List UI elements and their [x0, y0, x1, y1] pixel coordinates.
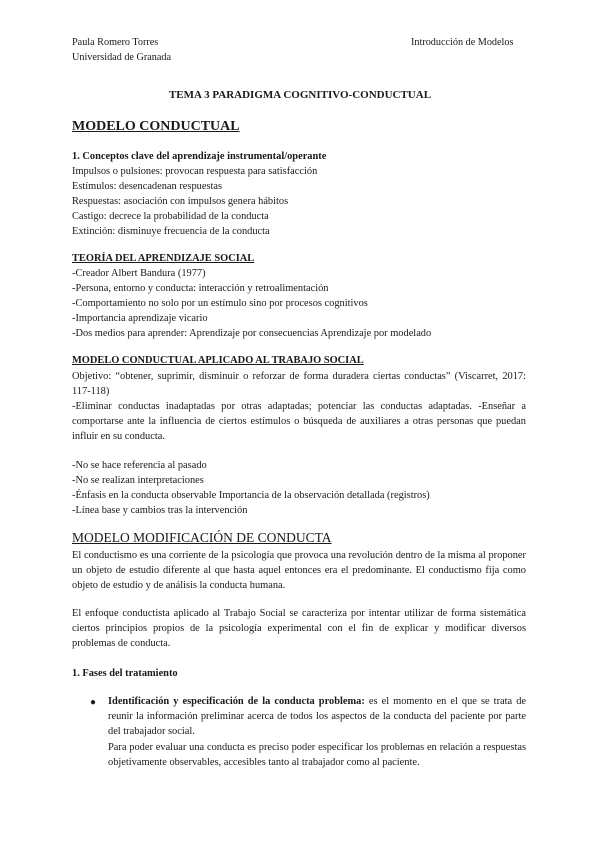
list-item: -Importancia aprendizaje vicario	[72, 313, 208, 324]
list-item: Impulsos o pulsiones: provocan respuesta para satisfacción	[72, 166, 318, 177]
social-learning-list	[72, 266, 431, 341]
list-item: -No se hace referencia al pasado	[72, 460, 207, 471]
list-item: Extinción: disminuye frecuencia de la conducta	[72, 226, 270, 237]
social-work-objective: Objetivo: “obtener, suprimir, disminuir o reforzar de forma duradera ciertas conductas” (Viscarret, 2017: 117-118)	[72, 371, 526, 397]
list-item: Estímulos: desencadenan respuestas	[72, 181, 223, 192]
list-item: -No se realizan interpretaciones	[72, 475, 204, 486]
list-item: -Dos medios para aprender: Aprendizaje por consecuencias Aprendizaje por modelado	[72, 328, 432, 339]
phases-heading: 1. Fases del tratamiento	[72, 668, 178, 679]
modificacion-paragraph-2: El enfoque conductista aplicado al Trabajo Social se caracteriza por intentar utilizar de forma sistemática ciertos principios propios de la psicología experimental con el fin de explicar y modificar diversos problemas de conducta.	[72, 608, 526, 649]
social-work-paragraph: -Eliminar conductas inadaptadas por otras adaptadas; potenciar las conductas adaptadas. -Enseñar a comportarse ante la influencia de ciertos estímulos o búsqueda de auxiliares a otras personas que puedan influir en su conducta.	[72, 401, 526, 442]
social-learning-heading: TEORÍA DEL APRENDIZAJE SOCIAL	[72, 253, 255, 264]
list-item: -Línea base y cambios tras la intervención	[72, 505, 248, 516]
section-heading-modificacion: MODELO MODIFICACIÓN DE CONDUCTA	[72, 530, 332, 545]
list-item: -Creador Albert Bandura (1977)	[72, 268, 206, 279]
concepts-heading: 1. Conceptos clave del aprendizaje instrumental/operante	[72, 151, 327, 162]
phase-item-title: Identificación y especificación de la conducta problema:	[108, 696, 365, 707]
concepts-list	[72, 164, 317, 239]
phase-item	[108, 694, 526, 739]
university-name: Universidad de Granada	[72, 52, 172, 63]
course-name: Introducción de Modelos	[411, 37, 514, 48]
list-item: -Énfasis en la conducta observable Importancia de la observación detallada (registros)	[72, 490, 430, 501]
phase-item-continuation: Para poder evaluar una conducta es preciso poder especificar los problemas en relación a respuestas objetivamente observables, accesibles tanto al trabajador como al paciente.	[108, 742, 526, 768]
phase-item-text: es el momento en el que se trata de reunir la información preliminar acerca de todos los aspectos de la conducta del paciente por parte del trabajador social.	[108, 696, 527, 737]
bullet-dot-icon: ●	[90, 697, 97, 708]
social-work-list	[72, 458, 430, 518]
list-item: Castigo: decrece la probabilidad de la conducta	[72, 211, 269, 222]
modificacion-paragraph-1: El conductismo es una corriente de la psicología que provoca una revolución dentro de la misma al proponer un objeto de estudio diferente al que hasta aquel entonces era el predominante. El conductismo fija como objeto de estudio y de análisis la conducta humana.	[72, 550, 526, 591]
section-heading-modelo-conductual: MODELO CONDUCTUAL	[72, 119, 240, 134]
list-item: Respuestas: asociación con impulsos genera hábitos	[72, 196, 289, 207]
list-item: -Persona, entorno y conducta: interacción y retroalimentación	[72, 283, 329, 294]
page-title: TEMA 3 PARADIGMA COGNITIVO-CONDUCTUAL	[168, 89, 432, 101]
social-work-heading: MODELO CONDUCTUAL APLICADO AL TRABAJO SOCIAL	[72, 355, 364, 366]
list-item: -Comportamiento no solo por un estímulo sino por procesos cognitivos	[72, 298, 368, 309]
author-name: Paula Romero Torres	[72, 37, 159, 48]
